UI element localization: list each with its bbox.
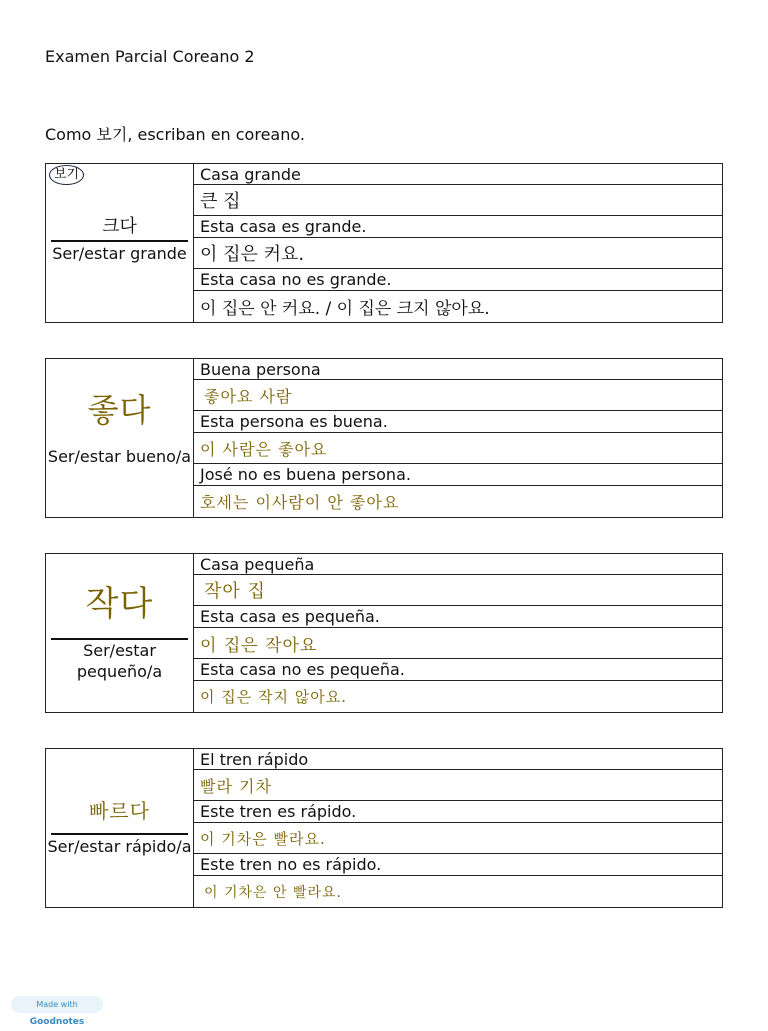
handwritten-answer[interactable]: 이 사람은 좋아요 xyxy=(194,433,723,464)
handwritten-answer[interactable]: 이 기차은 안 빨라요. xyxy=(194,876,723,908)
prompt-cell: Buena persona xyxy=(194,359,723,380)
prompt-cell: Este tren es rápido. xyxy=(194,801,723,823)
prompt-cell: Casa pequeña xyxy=(194,554,723,575)
footer-brand: Goodnotes xyxy=(29,1017,85,1027)
handwritten-answer[interactable]: 작아 집 xyxy=(194,575,723,606)
exercise-table xyxy=(45,553,723,713)
goodnotes-badge[interactable] xyxy=(11,996,103,1027)
handwritten-answer[interactable]: 이 집은 작지 않아요. xyxy=(194,681,723,713)
verb-meaning: Ser/estar pequeño/a xyxy=(76,641,163,681)
handwritten-answer[interactable]: 좋아요 사람 xyxy=(194,380,723,411)
prompt-cell: Esta casa es grande. xyxy=(194,216,723,238)
verb-word: 작다 xyxy=(85,584,154,624)
exercise-table xyxy=(45,748,723,908)
prompt-cell: Esta casa no es grande. xyxy=(194,269,723,291)
prompt-cell: Este tren no es rápido. xyxy=(194,854,723,876)
answer-cell: 이 집은 커요. xyxy=(194,238,723,269)
instruction-text: Como 보기, escriban en coreano. xyxy=(45,125,305,144)
verb-word: 좋다 xyxy=(87,391,152,429)
verb-meaning: Ser/estar rápido/a xyxy=(47,837,192,856)
handwritten-answer[interactable]: 이 집은 작아요 xyxy=(194,628,723,659)
word-cell xyxy=(46,164,194,323)
verb-meaning: Ser/estar grande xyxy=(52,244,187,263)
prompt-cell: Esta casa no es pequeña. xyxy=(194,659,723,681)
word-cell xyxy=(46,359,194,518)
verb-word: 빠르다 xyxy=(89,799,150,823)
verb-meaning: Ser/estar bueno/a xyxy=(47,447,192,466)
divider-line xyxy=(51,833,188,835)
bogi-badge: 보기 xyxy=(49,165,84,185)
handwritten-answer[interactable]: 빨라 기차 xyxy=(194,770,723,801)
prompt-cell: José no es buena persona. xyxy=(194,464,723,486)
prompt-cell: Esta persona es buena. xyxy=(194,411,723,433)
example-table xyxy=(45,163,723,323)
handwritten-answer[interactable]: 호세는 이사람이 안 좋아요 xyxy=(194,486,723,518)
exercise-table xyxy=(45,358,723,518)
verb-word: 크다 xyxy=(102,216,137,237)
answer-cell: 이 집은 안 커요. / 이 집은 크지 않아요. xyxy=(194,291,723,323)
answer-cell: 큰 집 xyxy=(194,185,723,216)
prompt-cell: Casa grande xyxy=(194,164,723,185)
word-cell xyxy=(46,554,194,713)
divider-line xyxy=(51,240,188,242)
word-cell xyxy=(46,749,194,908)
prompt-cell: El tren rápido xyxy=(194,749,723,770)
prompt-cell: Esta casa es pequeña. xyxy=(194,606,723,628)
handwritten-answer[interactable]: 이 기차은 빨라요. xyxy=(194,823,723,854)
page-title: Examen Parcial Coreano 2 xyxy=(45,47,255,66)
footer-prefix: Made with xyxy=(36,1000,78,1009)
